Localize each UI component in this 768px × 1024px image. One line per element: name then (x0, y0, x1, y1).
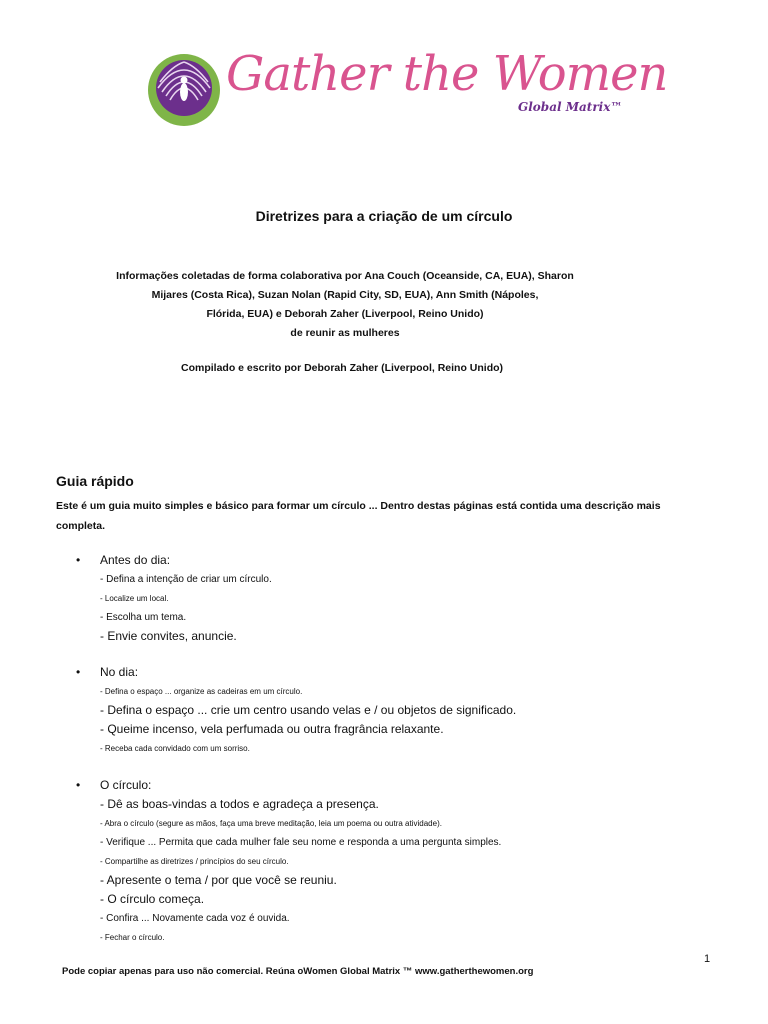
list-item: - Defina a intenção de criar um círculo. (100, 574, 272, 585)
credits (60, 267, 630, 343)
group-label: Antes do dia: (100, 553, 171, 567)
list-group-before (76, 550, 676, 646)
list-item: - Defina o espaço ... crie um centro usando velas e / ou objetos de significado. (100, 703, 517, 717)
compiled-by: Compilado e escrito por Deborah Zaher (Liverpool, Reino Unido) (180, 362, 504, 374)
list-item: - Fechar o círculo. (100, 933, 165, 942)
bullet-icon: • (76, 553, 81, 567)
list-group-header (76, 775, 676, 795)
list-item: - Compartilhe as diretrizes / princípios do seu círculo. (100, 857, 289, 866)
list-group-header (76, 662, 676, 682)
list-item: - Receba cada convidado com um sorriso. (100, 744, 250, 753)
logo-emblem-icon (146, 52, 222, 128)
list-item: - O círculo começa. (100, 892, 205, 906)
list-group-header (76, 550, 676, 570)
list-item: - Defina o espaço ... organize as cadeiras em um círculo. (100, 687, 303, 696)
list-item: - Abra o círculo (segure as mãos, faça uma breve meditação, leia um poema ou outra atividade). (100, 819, 442, 828)
group-label: O círculo: (100, 778, 152, 792)
page-number: 1 (704, 953, 711, 965)
list-item: - Confira ... Novamente cada voz é ouvida. (100, 913, 290, 924)
list-item: - Dê as boas-vindas a todos e agradeça a presença. (100, 797, 379, 811)
bullet-icon: • (76, 665, 81, 679)
logo-wordmark: Gather the Women (226, 46, 668, 102)
bullet-icon: • (76, 778, 81, 792)
list-item: - Verifique ... Permita que cada mulher fale seu nome e responda a uma pergunta simples. (100, 837, 502, 848)
logo (146, 46, 668, 122)
list-group-circle (76, 775, 676, 947)
credits-line: Flórida, EUA) e Deborah Zaher (Liverpool, Reino Unido) (206, 308, 484, 320)
section-heading: Guia rápido (56, 473, 134, 489)
list-item: - Queime incenso, vela perfumada ou outra fragrância relaxante. (100, 722, 444, 736)
intro-paragraph: Este é um guia muito simples e básico para formar um círculo ... Dentro destas páginas está contida uma descrição mais completa. (56, 500, 661, 532)
logo-subtitle: Global Matrix™ (518, 100, 623, 114)
document-title: Diretrizes para a criação de um círculo (255, 208, 513, 224)
list-item: - Apresente o tema / por que você se reuniu. (100, 873, 337, 887)
credits-line: Mijares (Costa Rica), Suzan Nolan (Rapid City, SD, EUA), Ann Smith (Nápoles, (151, 289, 539, 301)
group-label: No dia: (100, 665, 139, 679)
credits-line: Informações coletadas de forma colaborativa por Ana Couch (Oceanside, CA, EUA), Sharon (116, 270, 574, 282)
credits-line: de reunir as mulheres (290, 327, 400, 339)
list-item: - Envie convites, anuncie. (100, 629, 237, 643)
footer-note: Pode copiar apenas para uso não comercial. Reúna oWomen Global Matrix ™ www.gatherthewomen.org (62, 966, 534, 977)
list-group-day (76, 662, 676, 758)
list-item: - Escolha um tema. (100, 612, 187, 623)
list-item: - Localize um local. (100, 594, 169, 603)
